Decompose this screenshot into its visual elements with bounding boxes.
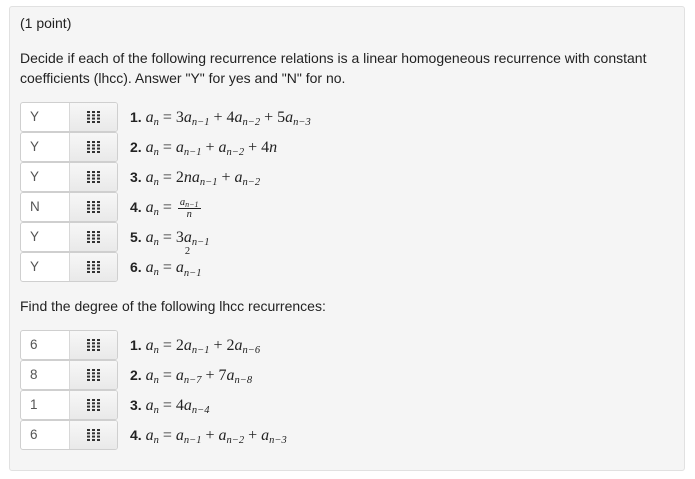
- answer-input[interactable]: 6: [30, 427, 38, 442]
- grid-icon: [87, 171, 100, 183]
- intro-line-2: coefficients (lhcc). Answer "Y" for yes and "N" for no.: [20, 70, 346, 86]
- answer-input[interactable]: Y: [30, 259, 40, 274]
- recurrence-4: 4. $a_n$ = $\frac{a_{n-1}}{n}$: [130, 196, 199, 220]
- answer-input[interactable]: Y: [30, 139, 40, 154]
- answer-input[interactable]: Y: [30, 169, 40, 184]
- degree-recurrence-4: 4. $a_n = a_{n-1} + a_{n-2} + a_{n-3}$: [130, 427, 287, 446]
- answer-input[interactable]: 8: [30, 367, 38, 382]
- answer-field[interactable]: [20, 390, 118, 420]
- points-label: (1 point): [20, 15, 72, 31]
- answer-field[interactable]: [20, 132, 118, 162]
- equation-editor-button[interactable]: [70, 133, 117, 161]
- equation-editor-button[interactable]: [70, 223, 117, 251]
- grid-icon: [87, 399, 100, 411]
- answer-field[interactable]: [20, 162, 118, 192]
- recurrence-5: 5. $a_n = 3a_{n-1}$: [130, 229, 210, 248]
- recurrence-3: 3. $a_n = 2na_{n-1} + a_{n-2}$: [130, 169, 261, 188]
- problem-card: [9, 6, 685, 471]
- grid-icon: [87, 141, 100, 153]
- recurrence-6: 6. $a_n = a$ 2 $_{n-1}$: [130, 246, 202, 279]
- answer-field[interactable]: [20, 222, 118, 252]
- answer-field[interactable]: [20, 102, 118, 132]
- answer-field[interactable]: [20, 192, 118, 222]
- equation-editor-button[interactable]: [70, 391, 117, 419]
- intro-line-1: Decide if each of the following recurrence relations is a linear homogeneous recurrence with constant: [20, 50, 647, 66]
- answer-input[interactable]: N: [30, 199, 40, 214]
- degree-recurrence-2: 2. $a_n = a_{n-7} + 7a_{n-8}$: [130, 367, 253, 386]
- degree-prompt: Find the degree of the following lhcc recurrences:: [20, 298, 326, 314]
- degree-recurrence-1: 1. $a_n = 2a_{n-1} + 2a_{n-6}$: [130, 337, 261, 356]
- equation-editor-button[interactable]: [70, 103, 117, 131]
- recurrence-2: 2. $a_n = a_{n-1} + a_{n-2} + 4n$: [130, 139, 278, 158]
- equation-editor-button[interactable]: [70, 163, 117, 191]
- answer-input[interactable]: 1: [30, 397, 38, 412]
- grid-icon: [87, 231, 100, 243]
- equation-editor-button[interactable]: [70, 331, 117, 359]
- grid-icon: [87, 429, 100, 441]
- grid-icon: [87, 201, 100, 213]
- answer-field[interactable]: [20, 252, 118, 282]
- equation-editor-button[interactable]: [70, 253, 117, 281]
- answer-input[interactable]: Y: [30, 109, 40, 124]
- recurrence-1: 1. $a_n = 3a_{n-1} + 4a_{n-2} + 5a_{n-3}$: [130, 109, 311, 128]
- answer-field[interactable]: [20, 360, 118, 390]
- equation-editor-button[interactable]: [70, 193, 117, 221]
- answer-input[interactable]: 6: [30, 337, 38, 352]
- answer-input[interactable]: Y: [30, 229, 40, 244]
- equation-editor-button[interactable]: [70, 421, 117, 449]
- grid-icon: [87, 111, 100, 123]
- equation-editor-button[interactable]: [70, 361, 117, 389]
- degree-recurrence-3: 3. $a_n = 4a_{n-4}$: [130, 397, 210, 416]
- answer-field[interactable]: [20, 330, 118, 360]
- answer-field[interactable]: [20, 420, 118, 450]
- grid-icon: [87, 339, 100, 351]
- grid-icon: [87, 369, 100, 381]
- grid-icon: [87, 261, 100, 273]
